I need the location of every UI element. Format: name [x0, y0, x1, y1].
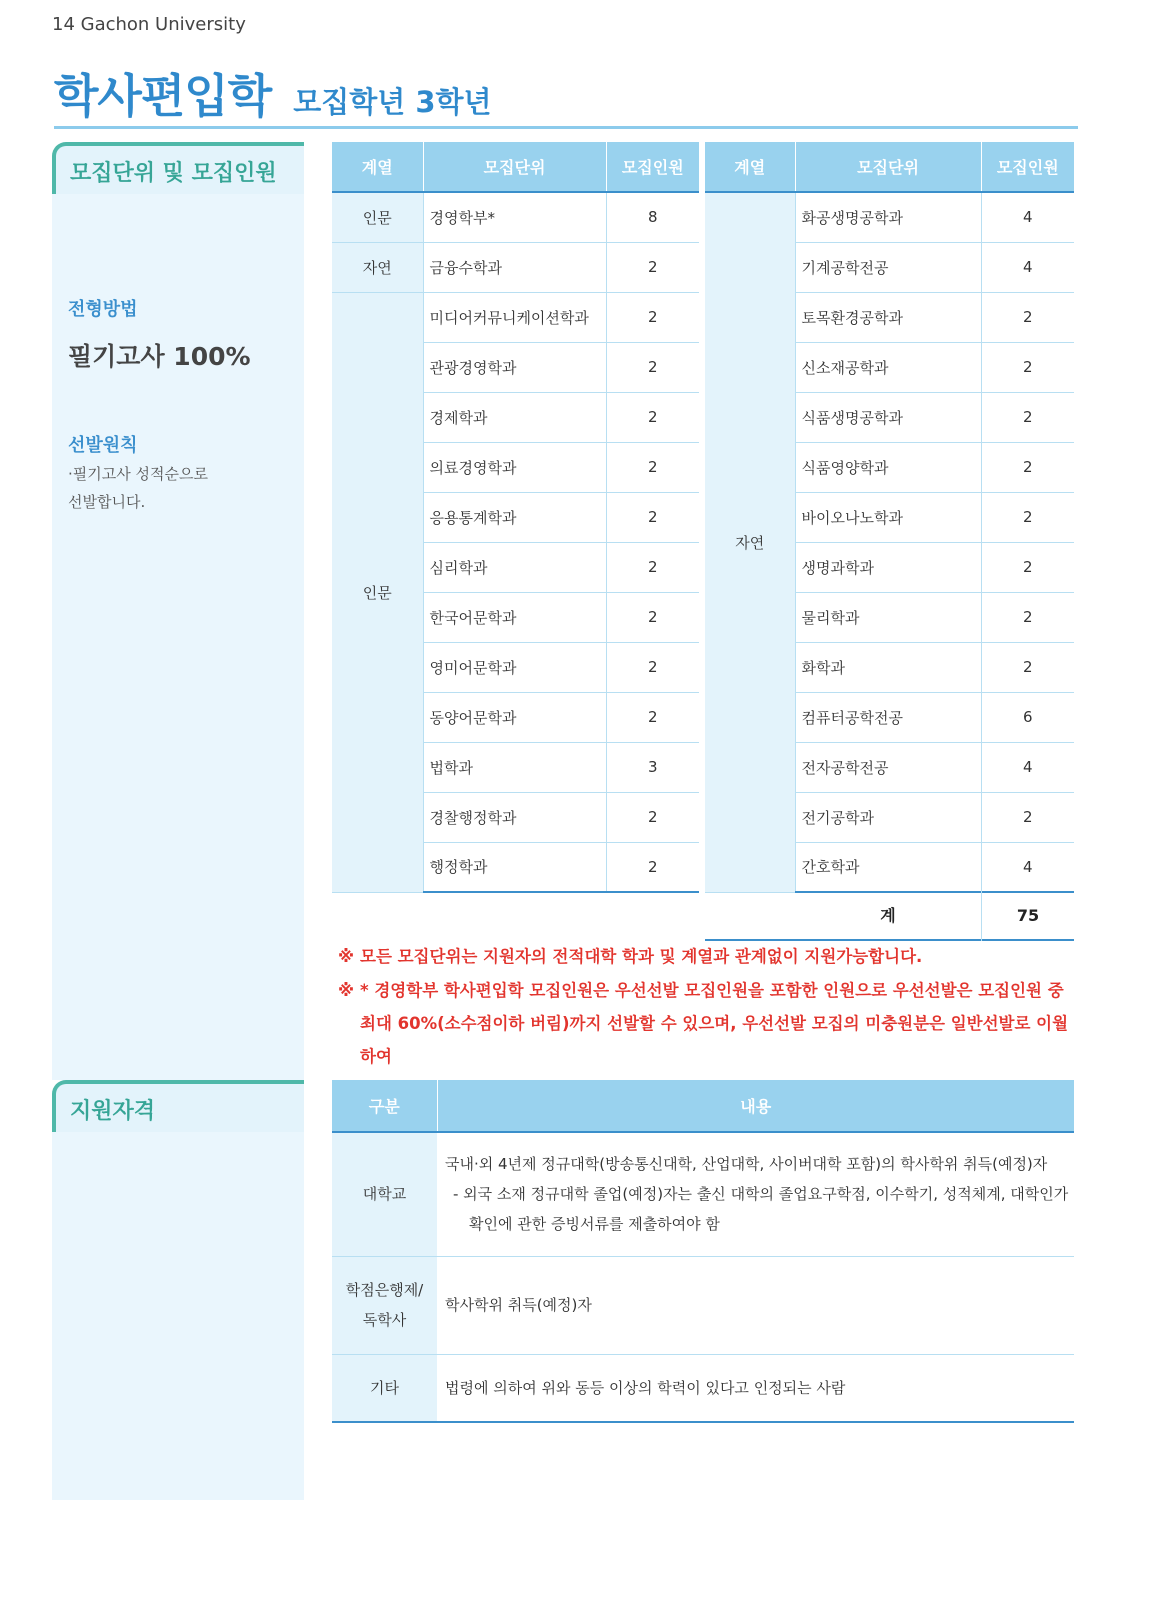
note-2-line-1: * 경영학부 학사편입학 모집인원은 우선선발 모집인원을 포함한 인원으로 우선선발은 모집인원 중: [360, 981, 1064, 1000]
principle-text: [68, 460, 208, 516]
content-cell: [437, 1132, 1074, 1256]
method-value: 필기고사 100%: [68, 342, 251, 371]
note-mark: ※: [338, 947, 355, 966]
unit-cell: 기계공학전공: [795, 242, 981, 292]
page-title-main: 학사편입학: [54, 69, 272, 123]
count-cell: 2: [981, 542, 1074, 592]
total-value: 75: [1016, 906, 1040, 925]
unit-cell: 물리학과: [795, 592, 981, 642]
eligibility-table: [332, 1080, 1074, 1423]
category-cell: [332, 1256, 437, 1354]
col-header-unit: 모집단위: [795, 142, 981, 192]
unit-cell: 한국어문학과: [423, 592, 606, 642]
table-row: [332, 242, 699, 292]
group-cell: 자연: [705, 192, 795, 892]
unit-cell: 경영학부*: [423, 192, 606, 242]
note-1: [338, 940, 1078, 973]
count-cell: 2: [606, 292, 699, 342]
table-row: [332, 1132, 1074, 1256]
content-line: - 외국 소재 정규대학 졸업(예정)자는 출신 대학의 졸업요구학점, 이수학기, 성적체계, 대학인가: [453, 1185, 1069, 1204]
unit-cell: 화공생명공학과: [795, 192, 981, 242]
sidebar-tab-recruit: [52, 142, 304, 194]
count-cell: 4: [981, 192, 1074, 242]
unit-cell: 영미어문학과: [423, 642, 606, 692]
group-cell: 자연: [332, 242, 423, 292]
recruit-table-left: [332, 142, 699, 893]
unit-cell: 전자공학전공: [795, 742, 981, 792]
count-cell: 2: [981, 292, 1074, 342]
note-1-text: 모든 모집단위는 지원자의 전적대학 학과 및 계열과 관계없이 지원가능합니다.: [360, 947, 923, 966]
count-cell: 4: [981, 242, 1074, 292]
unit-cell: 화학과: [795, 642, 981, 692]
unit-cell: 간호학과: [795, 842, 981, 892]
principle-line-1: ·필기고사 성적순으로: [68, 465, 208, 483]
recruit-table-right: [705, 142, 1074, 893]
principle-line-2: 선발합니다.: [68, 493, 146, 511]
count-cell: 2: [981, 342, 1074, 392]
page-header: 14 Gachon University: [52, 14, 246, 35]
unit-cell: 행정학과: [423, 842, 606, 892]
count-cell: 2: [981, 392, 1074, 442]
count-cell: 2: [606, 242, 699, 292]
sidebar-tab-eligibility-label: 지원자격: [70, 1099, 156, 1124]
count-cell: 2: [981, 642, 1074, 692]
count-cell: 2: [606, 592, 699, 642]
count-cell: 3: [606, 742, 699, 792]
unit-cell: 식품생명공학과: [795, 392, 981, 442]
table-row: [332, 192, 699, 242]
count-cell: 8: [606, 192, 699, 242]
table-row: [332, 1354, 1074, 1422]
col-header-group: 계열: [705, 142, 795, 192]
unit-cell: 전기공학과: [795, 792, 981, 842]
count-cell: 2: [606, 692, 699, 742]
unit-cell: 경제학과: [423, 392, 606, 442]
col-header-count: 모집인원: [606, 142, 699, 192]
unit-cell: 신소재공학과: [795, 342, 981, 392]
count-cell: 4: [981, 842, 1074, 892]
total-row: [705, 891, 1074, 941]
content-line: 확인에 관한 증빙서류를 제출하여야 함: [469, 1215, 720, 1234]
count-cell: 2: [981, 442, 1074, 492]
count-cell: 2: [981, 592, 1074, 642]
unit-cell: 심리학과: [423, 542, 606, 592]
sidebar-panel-eligibility: [52, 1128, 304, 1500]
total-label: 계: [880, 906, 896, 925]
category-cell: 대학교: [332, 1132, 437, 1256]
method-label: 전형방법: [68, 299, 138, 320]
table-header-row: [332, 1080, 1074, 1132]
unit-cell: 의료경영학과: [423, 442, 606, 492]
count-cell: 2: [606, 342, 699, 392]
unit-cell: 관광경영학과: [423, 342, 606, 392]
sidebar-tab-eligibility: [52, 1080, 304, 1132]
unit-cell: 응용통계학과: [423, 492, 606, 542]
count-cell: 4: [981, 742, 1074, 792]
count-cell: 2: [606, 442, 699, 492]
count-cell: 2: [606, 642, 699, 692]
count-cell: 6: [981, 692, 1074, 742]
table-row: [332, 292, 699, 342]
unit-cell: 생명과학과: [795, 542, 981, 592]
group-cell: 인문: [332, 292, 423, 892]
count-cell: 2: [606, 392, 699, 442]
count-cell: 2: [981, 492, 1074, 542]
table-row: [332, 1256, 1074, 1354]
content-cell: 법령에 의하여 위와 동등 이상의 학력이 있다고 인정되는 사람: [437, 1354, 1074, 1422]
title-divider: [54, 126, 1078, 129]
principle-label: 선발원칙: [68, 435, 138, 456]
count-cell: 2: [606, 492, 699, 542]
unit-cell: 경찰행정학과: [423, 792, 606, 842]
note-2-line-2: 최대 60%(소수점이하 버림)까지 선발할 수 있으며, 우선선발 모집의 미충원분은 일반선발로 이월하여: [360, 1014, 1069, 1066]
col-header-category: 구분: [332, 1080, 437, 1132]
unit-cell: 컴퓨터공학전공: [795, 692, 981, 742]
content-line: 국내·외 4년제 정규대학(방송통신대학, 산업대학, 사이버대학 포함)의 학사학위 취득(예정)자: [445, 1155, 1048, 1174]
table-header-row: [332, 142, 699, 192]
unit-cell: 동양어문학과: [423, 692, 606, 742]
note-mark: ※: [338, 981, 355, 1000]
unit-cell: 금융수학과: [423, 242, 606, 292]
count-cell: 2: [981, 792, 1074, 842]
unit-cell: 식품영양학과: [795, 442, 981, 492]
page-title: [54, 60, 492, 126]
count-cell: 2: [606, 842, 699, 892]
unit-cell: 바이오나노학과: [795, 492, 981, 542]
count-cell: 2: [606, 542, 699, 592]
table-header-row: [705, 142, 1074, 192]
unit-cell: 미디어커뮤니케이션학과: [423, 292, 606, 342]
page-title-sub: 모집학년 3학년: [293, 85, 492, 119]
unit-cell: 토목환경공학과: [795, 292, 981, 342]
col-header-count: 모집인원: [981, 142, 1074, 192]
count-cell: 2: [606, 792, 699, 842]
group-cell: 인문: [332, 192, 423, 242]
unit-cell: 법학과: [423, 742, 606, 792]
category-line: 독학사: [362, 1311, 407, 1329]
table-row: [705, 192, 1074, 242]
content-cell: 학사학위 취득(예정)자: [437, 1256, 1074, 1354]
col-header-group: 계열: [332, 142, 423, 192]
sidebar-panel-recruit: [52, 190, 304, 1080]
category-cell: 기타: [332, 1354, 437, 1422]
col-header-content: 내용: [437, 1080, 1074, 1132]
category-line: 학점은행제/: [345, 1281, 424, 1299]
sidebar-tab-recruit-label: 모집단위 및 모집인원: [70, 161, 277, 186]
col-header-unit: 모집단위: [423, 142, 606, 192]
